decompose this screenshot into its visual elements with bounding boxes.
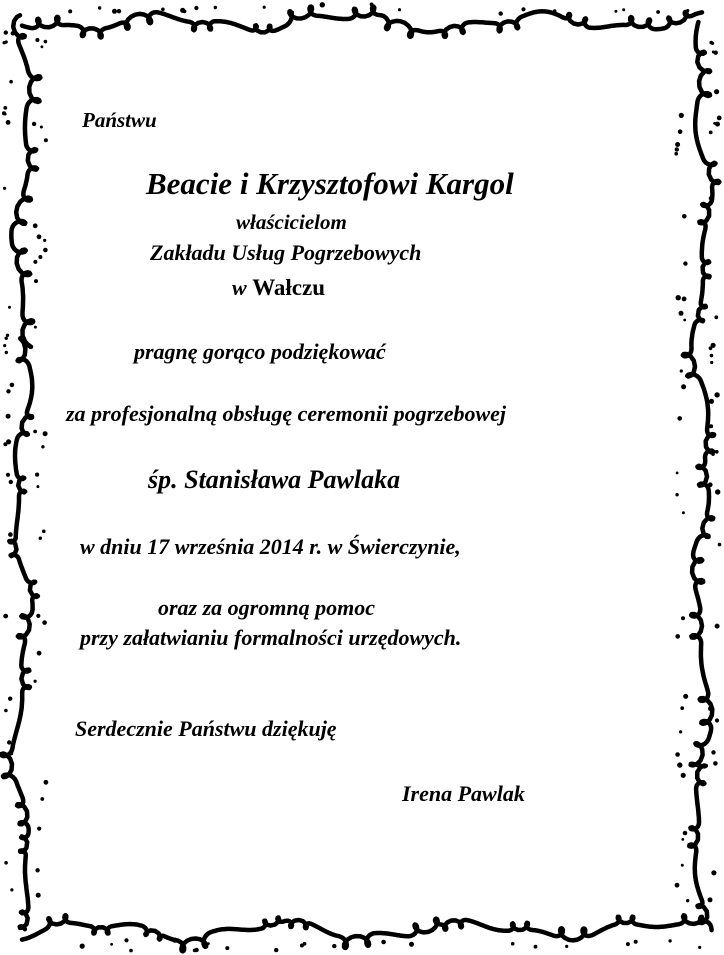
border-dot (3, 614, 8, 619)
border-dot (225, 946, 229, 950)
border-dot (6, 389, 10, 393)
border-dot (565, 945, 568, 948)
border-dot (10, 383, 15, 388)
border-dot (409, 942, 414, 947)
border-dot (9, 80, 13, 84)
border-dot (291, 11, 294, 14)
border-dot (36, 485, 39, 488)
border-dot (8, 697, 12, 701)
border-dot (715, 718, 719, 722)
border-dot (686, 899, 689, 902)
border-dot (80, 944, 85, 949)
border-dot (634, 940, 638, 944)
border-dot (39, 537, 42, 540)
border-dot (5, 351, 8, 354)
border-dot (675, 493, 678, 496)
border-dot (614, 10, 617, 13)
border-dot (42, 620, 47, 625)
border-dot (44, 40, 48, 44)
border-dot (4, 861, 8, 865)
date-place-line: w dniu 17 września 2014 r. w Świerczynie, (80, 534, 461, 559)
border-dot (714, 315, 718, 319)
border-dot (708, 706, 713, 711)
border-dot (37, 827, 41, 831)
border-dot (675, 147, 679, 151)
border-dot (370, 3, 374, 7)
border-dot (10, 888, 13, 891)
border-dot (674, 152, 678, 156)
border-dot (42, 530, 46, 534)
border-dot (112, 9, 117, 14)
border-dot (711, 870, 716, 875)
border-dot (4, 113, 7, 116)
border-dot (180, 8, 185, 13)
city-prefix: w (232, 275, 253, 300)
border-dot (124, 938, 128, 942)
border-dot (172, 938, 177, 943)
thanks-line: pragnę gorąco podziękować (134, 339, 386, 364)
help-line-2: przy załatwianiu formalności urzędowych. (80, 625, 462, 650)
border-dot (680, 706, 684, 710)
border-dot (675, 883, 680, 888)
service-line: za profesjonalną obsługę ceremonii pogrzebowej (66, 401, 507, 426)
border-dot (303, 942, 307, 946)
border-dot (207, 942, 210, 945)
border-right (683, 22, 720, 930)
border-dot (193, 949, 197, 953)
border-dot (34, 680, 37, 683)
border-dot (678, 129, 683, 134)
border-dot (711, 453, 714, 456)
border-dot (98, 6, 101, 9)
border-dot (718, 543, 722, 547)
border-dot (332, 944, 336, 948)
border-dot (34, 326, 37, 329)
border-dot (35, 868, 39, 872)
border-dot (34, 279, 38, 283)
border-dot (656, 10, 660, 14)
border-dot (683, 319, 686, 322)
border-dot (44, 138, 48, 142)
border-dot (7, 740, 11, 744)
border-dot (714, 392, 719, 397)
border-dot (681, 864, 684, 867)
border-dot (682, 214, 687, 219)
border-left (1, 15, 40, 929)
border-dot (682, 297, 687, 302)
border-dot (679, 730, 682, 733)
border-dot (32, 122, 36, 126)
border-top (22, 7, 702, 38)
signature: Irena Pawlak (402, 781, 525, 806)
border-dot (6, 414, 11, 419)
border-dot (710, 354, 714, 358)
recipient-names: Beacie i Krzysztofowi Kargol (146, 166, 514, 201)
border-dot (714, 51, 718, 55)
company-name: Zakładu Usług Pogrzebowych (150, 240, 422, 265)
border-dot (43, 431, 48, 436)
border-dot (677, 416, 682, 421)
border-dot (676, 472, 679, 475)
border-dot (68, 9, 72, 13)
border-dot (36, 893, 41, 898)
border-dot (511, 942, 515, 946)
border-dot (715, 489, 720, 494)
border-dot (8, 532, 13, 537)
border-dot (711, 750, 715, 754)
border-dot (35, 38, 39, 42)
border-dot (6, 473, 10, 477)
border-dot (681, 384, 686, 389)
border-dot (681, 773, 686, 778)
border-dot (6, 439, 11, 444)
border-dot (709, 196, 713, 200)
border-dot (534, 945, 538, 949)
border-dot (626, 942, 630, 946)
border-dot (9, 751, 13, 755)
border-dot (110, 943, 113, 946)
border-dot (6, 120, 11, 125)
border-dot (41, 445, 44, 448)
border-dot (717, 116, 722, 121)
salutation: Państwu (82, 108, 157, 132)
city-line (232, 276, 325, 299)
border-dot (499, 11, 503, 15)
border-dot (40, 126, 43, 129)
border-dot (36, 614, 40, 618)
border-dot (3, 344, 6, 347)
border-dot (4, 709, 8, 713)
border-dot (3, 106, 7, 110)
border-dot (33, 223, 38, 228)
border-dot (698, 946, 701, 949)
border-dot (676, 295, 681, 300)
border-dot (43, 239, 46, 242)
border-dot (668, 939, 671, 942)
border-dot (274, 948, 278, 952)
border-dot (35, 473, 39, 477)
border-dot (708, 482, 713, 487)
border-dot (681, 838, 684, 841)
border-dot (38, 255, 42, 259)
border-dot (2, 41, 5, 44)
border-dot (686, 9, 689, 12)
border-dot (679, 311, 684, 316)
border-dot (680, 369, 683, 372)
border-dot (715, 624, 720, 629)
border-dot (117, 9, 121, 13)
border-dot (714, 89, 719, 94)
border-dot (11, 31, 15, 35)
border-dot (683, 831, 688, 836)
border-dot (553, 9, 557, 13)
border-dot (381, 940, 386, 945)
border-dot (709, 131, 713, 135)
border-dot (3, 187, 6, 190)
border-dot (6, 334, 9, 337)
deceased-name: śp. Stanisława Pawlaka (148, 465, 401, 494)
border-dot (683, 694, 688, 699)
border-dot (681, 616, 685, 620)
owners-line: właścicielom (236, 210, 347, 234)
border-dot (682, 511, 685, 514)
border-dot (709, 424, 713, 428)
border-dot (43, 248, 48, 253)
border-dot (129, 949, 133, 953)
border-dot (4, 30, 8, 34)
border-dot (675, 752, 680, 757)
closing-line: Serdecznie Państwu dziękuję (75, 716, 337, 741)
border-dot (194, 6, 198, 10)
border-dot (675, 142, 680, 147)
border-dot (37, 234, 42, 239)
border-dot (5, 337, 8, 340)
border-dot (40, 797, 44, 801)
border-dot (715, 450, 719, 454)
border-dot (9, 480, 13, 484)
border-dot (33, 430, 37, 434)
border-bottom (22, 915, 702, 951)
border-dot (622, 8, 625, 11)
border-dot (398, 8, 401, 11)
border-dot (33, 260, 37, 264)
border-dot (708, 897, 713, 902)
border-dot (677, 762, 682, 767)
border-dot (41, 45, 44, 48)
border-dot (37, 651, 42, 656)
border-dot (715, 122, 720, 127)
border-dot (320, 2, 325, 7)
border-dot (521, 7, 525, 11)
help-line-1: oraz za ogromną pomoc (158, 595, 375, 620)
border-dot (8, 306, 11, 309)
border-dot (161, 8, 165, 12)
border-dot (709, 399, 714, 404)
border-dot (709, 41, 713, 45)
city-name: Wałczu (252, 275, 326, 300)
border-dot (711, 343, 716, 348)
border-dot (214, 6, 217, 9)
border-dot (675, 634, 680, 639)
border-dot (44, 780, 49, 785)
border-dot (713, 761, 718, 766)
border-dot (683, 261, 687, 265)
border-dot (263, 6, 266, 9)
border-dot (710, 361, 713, 364)
border-dot (679, 113, 684, 118)
